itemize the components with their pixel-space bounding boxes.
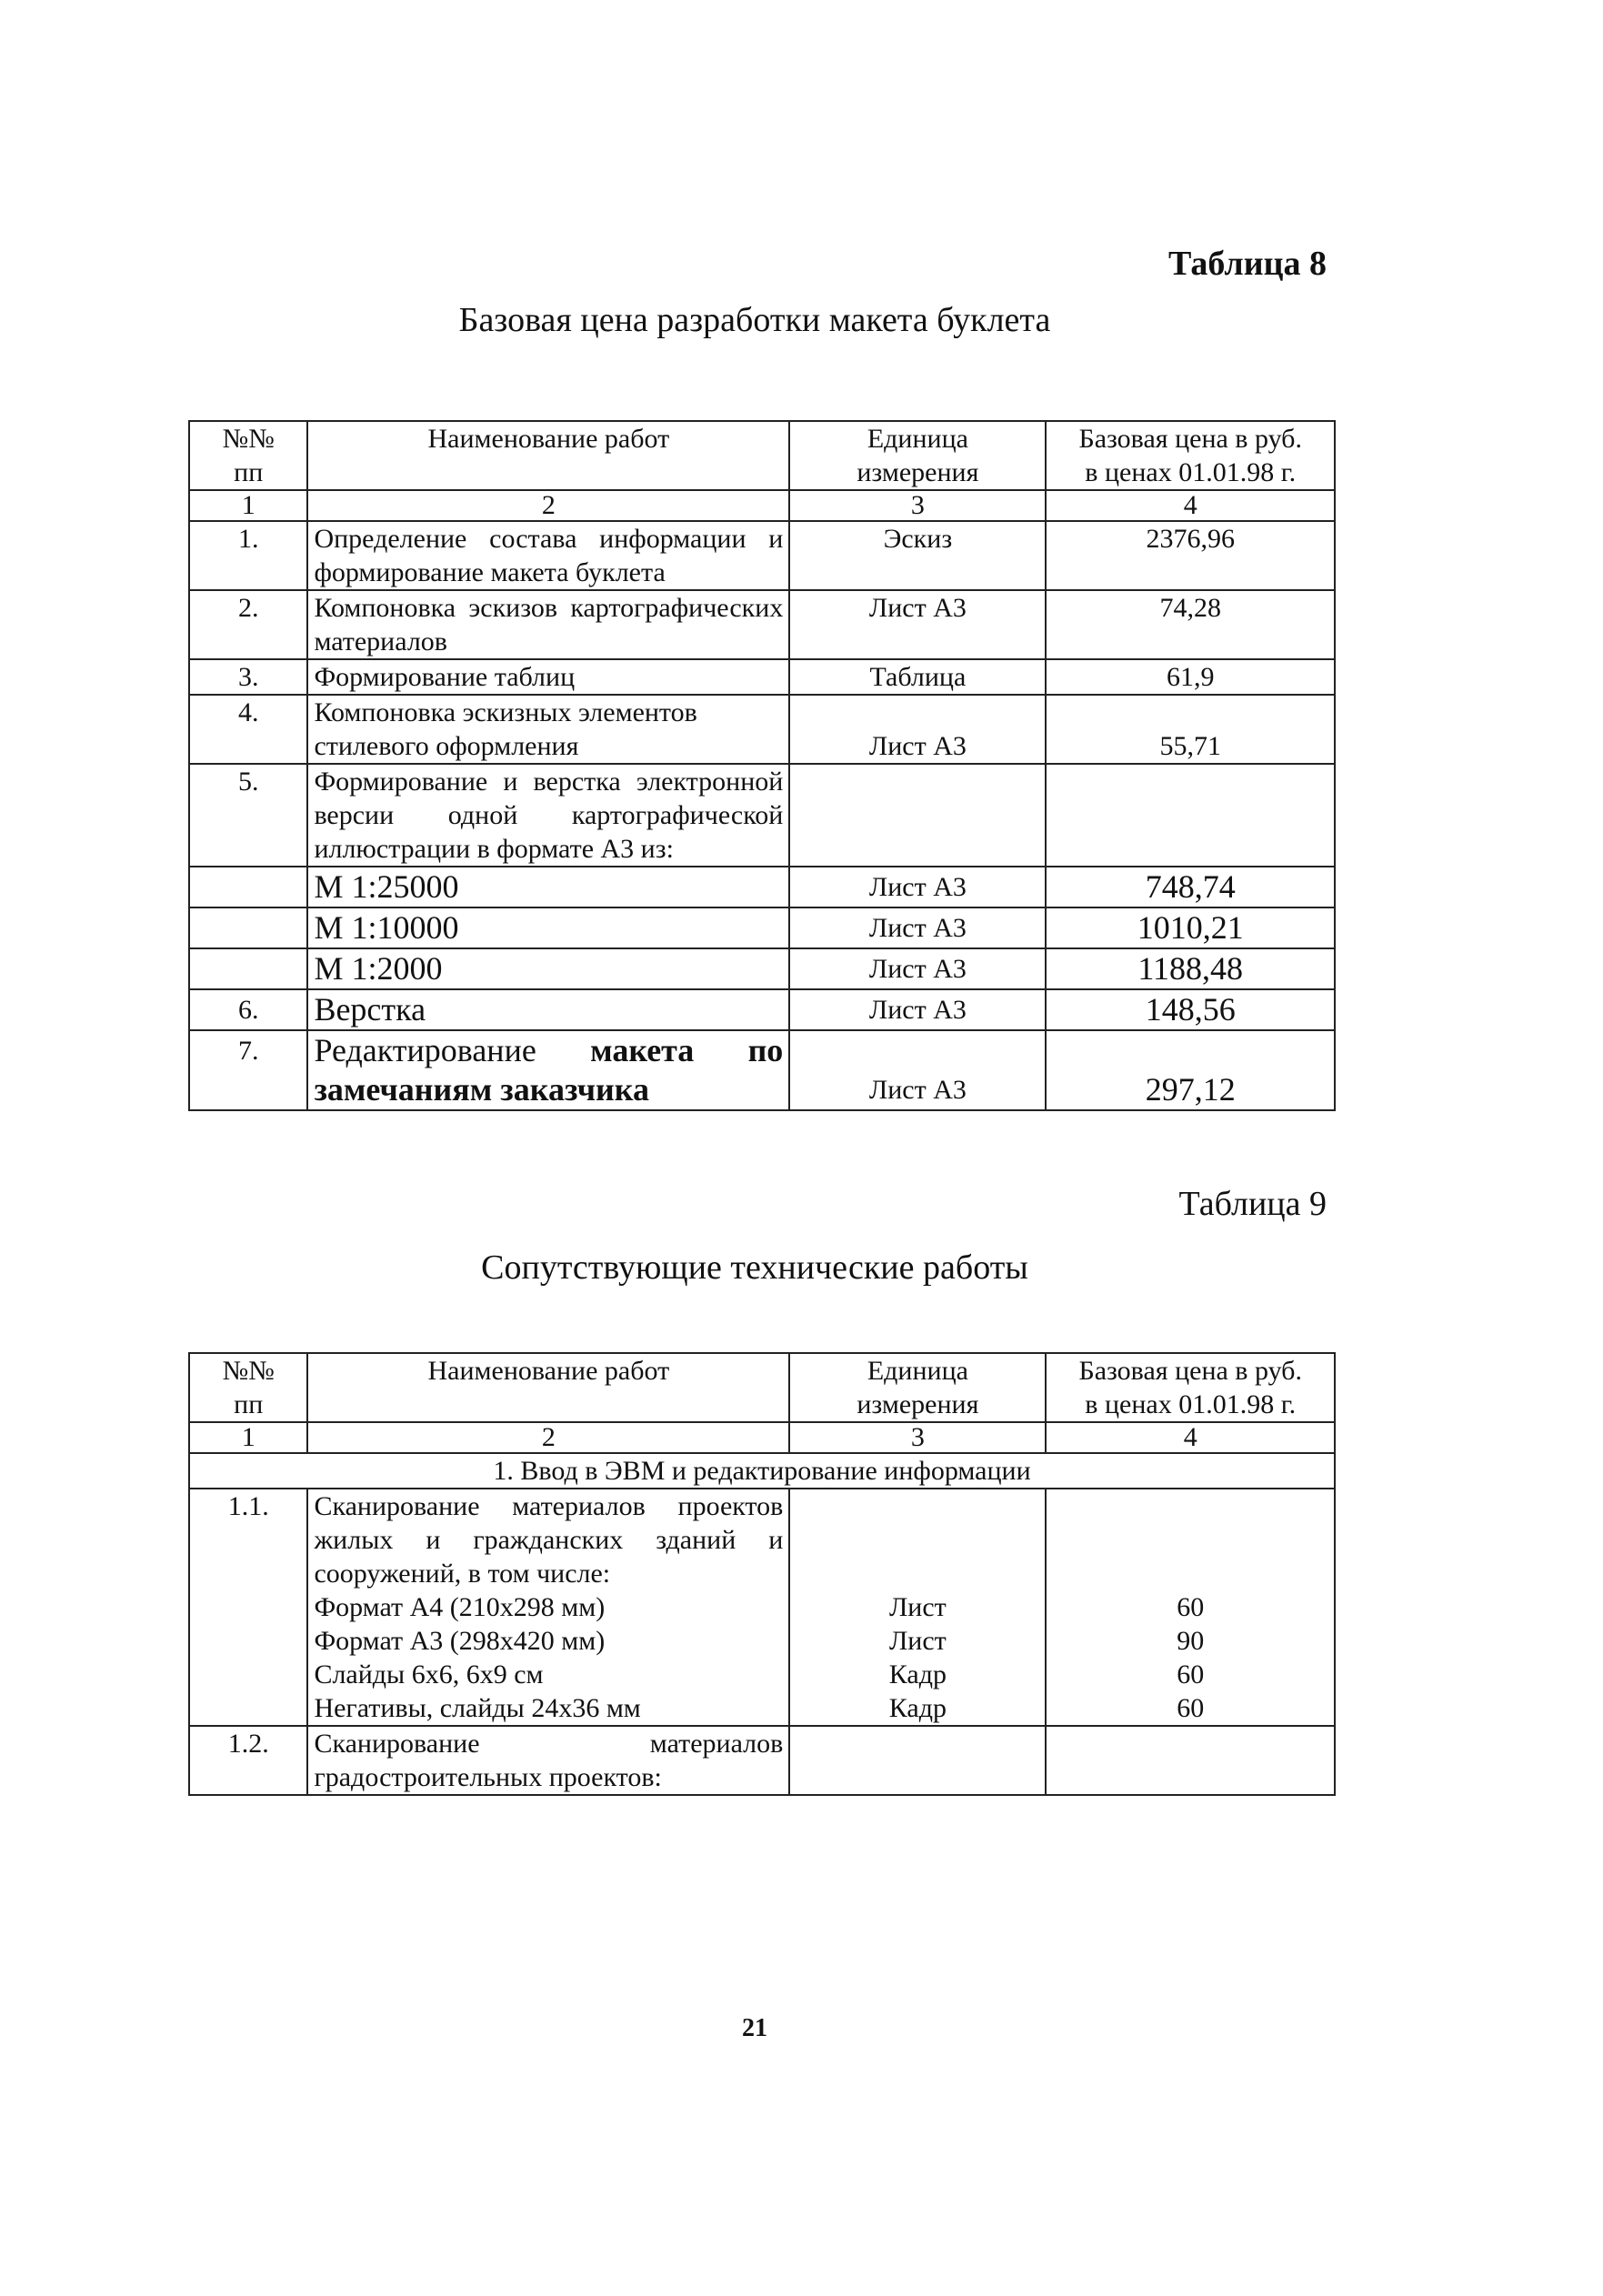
row-unit: [789, 764, 1046, 867]
header-unit-line1: Единица: [867, 424, 968, 454]
header-num-line2: пп: [234, 1389, 264, 1419]
sub-item-unit: Кадр: [888, 1659, 947, 1689]
row-unit: Лист А3: [789, 907, 1046, 948]
header-price-line1: Базовая цена в руб.: [1078, 424, 1302, 454]
header-price-line1: Базовая цена в руб.: [1078, 1356, 1302, 1386]
row-unit: Лист А3: [789, 989, 1046, 1030]
sub-item-price: 60: [1177, 1693, 1205, 1723]
sub-item-price: 90: [1177, 1626, 1205, 1656]
row-num: 3.: [189, 659, 307, 695]
row-price: 2376,96: [1046, 521, 1335, 590]
header-price-line2: в ценах 01.01.98 г.: [1085, 1389, 1297, 1419]
column-number: 1: [189, 1422, 307, 1453]
row-price: 61,9: [1046, 659, 1335, 695]
row-price: 55,71: [1159, 731, 1221, 761]
row-num: 4.: [189, 695, 307, 764]
row-price: [1046, 764, 1335, 867]
header-num-line1: №№: [222, 424, 275, 454]
table-8-title: Базовая цена разработки макета буклета: [458, 301, 1051, 339]
row-num: 6.: [189, 989, 307, 1030]
row-name: М 1:2000: [307, 948, 789, 989]
header-unit-line2: измерения: [857, 457, 979, 487]
row-price: 748,74: [1046, 867, 1335, 907]
header-name: Наименование работ: [427, 424, 670, 454]
column-number: 1: [189, 490, 307, 521]
table-row: [189, 1489, 1335, 1726]
column-number: 4: [1046, 1422, 1335, 1453]
row-num: 2.: [189, 590, 307, 659]
row-name: Компоновка эскизных элементов стилевого оформления: [307, 695, 789, 764]
sub-item-name: Формат А3 (298х420 мм): [314, 1626, 606, 1656]
row-num: [189, 867, 307, 907]
table-header-row: [189, 421, 1335, 490]
row-num: [189, 948, 307, 989]
table-row: [189, 521, 1335, 590]
table-row: [189, 989, 1335, 1030]
row-price: 74,28: [1046, 590, 1335, 659]
row-num: 7.: [189, 1030, 307, 1110]
row-num: 1.2.: [189, 1726, 307, 1795]
section-title: 1. Ввод в ЭВМ и редактирование информации: [189, 1453, 1335, 1489]
table-row: [189, 1726, 1335, 1795]
row-name: Определение состава информации и формирование макета буклета: [307, 521, 789, 590]
row-name: [307, 1030, 789, 1110]
sub-item-name: Слайды 6х6, 6х9 см: [314, 1659, 544, 1689]
section-row: [189, 1453, 1335, 1489]
row-unit: Лист А3: [789, 590, 1046, 659]
table-8-label: Таблица 8: [1167, 245, 1327, 283]
table-row: [189, 907, 1335, 948]
row-num: 5.: [189, 764, 307, 867]
row-name: М 1:10000: [307, 907, 789, 948]
page-number: 21: [742, 2014, 767, 2042]
row-unit: Лист А3: [868, 731, 967, 761]
header-num-line2: пп: [234, 457, 264, 487]
table-header-row: [189, 1353, 1335, 1422]
table-row: [189, 764, 1335, 867]
row-price: 297,12: [1145, 1071, 1236, 1108]
sub-item-unit: Лист: [888, 1592, 947, 1622]
row-unit: Лист А3: [789, 948, 1046, 989]
sub-item-name: Формат А4 (210х298 мм): [314, 1592, 606, 1622]
header-name: Наименование работ: [427, 1356, 670, 1386]
row-price: 1010,21: [1046, 907, 1335, 948]
table-row: [189, 1030, 1335, 1110]
row-num: [189, 907, 307, 948]
header-price-line2: в ценах 01.01.98 г.: [1085, 457, 1297, 487]
row-unit: Эскиз: [789, 521, 1046, 590]
row-name-bold: макета по замечаниям заказчика: [314, 1032, 784, 1108]
row-price: 1188,48: [1046, 948, 1335, 989]
row-name-plain: Редактирование: [314, 1032, 536, 1068]
header-num-line1: №№: [222, 1356, 275, 1386]
column-number: 3: [789, 490, 1046, 521]
sub-item-unit: Кадр: [888, 1693, 947, 1723]
header-unit-line2: измерения: [857, 1389, 979, 1419]
sub-item-unit: Лист: [888, 1626, 947, 1656]
sub-item-price: 60: [1177, 1659, 1205, 1689]
sub-item-name: Негативы, слайды 24х36 мм: [314, 1693, 641, 1723]
row-num: 1.: [189, 521, 307, 590]
table-9: [188, 1352, 1336, 1796]
row-unit: Лист А3: [789, 867, 1046, 907]
table-8: [188, 420, 1336, 1111]
table-9-label: Таблица 9: [1178, 1185, 1327, 1223]
row-num: 1.1.: [189, 1489, 307, 1726]
column-number: 2: [307, 490, 789, 521]
table-9-title: Сопутствующие технические работы: [481, 1248, 1028, 1287]
table-row: [189, 590, 1335, 659]
row-name: Формирование и верстка электронной версии одной картографической иллюстрации в формате А3 из:: [307, 764, 789, 867]
row-price: 148,56: [1046, 989, 1335, 1030]
sub-item-price: 60: [1177, 1592, 1205, 1622]
row-unit: Лист А3: [868, 1075, 967, 1105]
row-name: Сканирование материалов проектов жилых и гражданских зданий и сооружений, в том числе:: [314, 1491, 784, 1589]
column-number: 3: [789, 1422, 1046, 1453]
column-number-row: [189, 490, 1335, 521]
table-row: [189, 948, 1335, 989]
column-number: 4: [1046, 490, 1335, 521]
row-unit: Таблица: [789, 659, 1046, 695]
row-name: Верстка: [307, 989, 789, 1030]
header-unit-line1: Единица: [867, 1356, 968, 1386]
table-row: [189, 695, 1335, 764]
column-number: 2: [307, 1422, 789, 1453]
row-name: М 1:25000: [307, 867, 789, 907]
row-name: Сканирование материалов градостроительных проектов:: [307, 1726, 789, 1795]
table-row: [189, 867, 1335, 907]
table-row: [189, 659, 1335, 695]
row-name: Формирование таблиц: [307, 659, 789, 695]
row-name: Компоновка эскизов картографических материалов: [307, 590, 789, 659]
column-number-row: [189, 1422, 1335, 1453]
